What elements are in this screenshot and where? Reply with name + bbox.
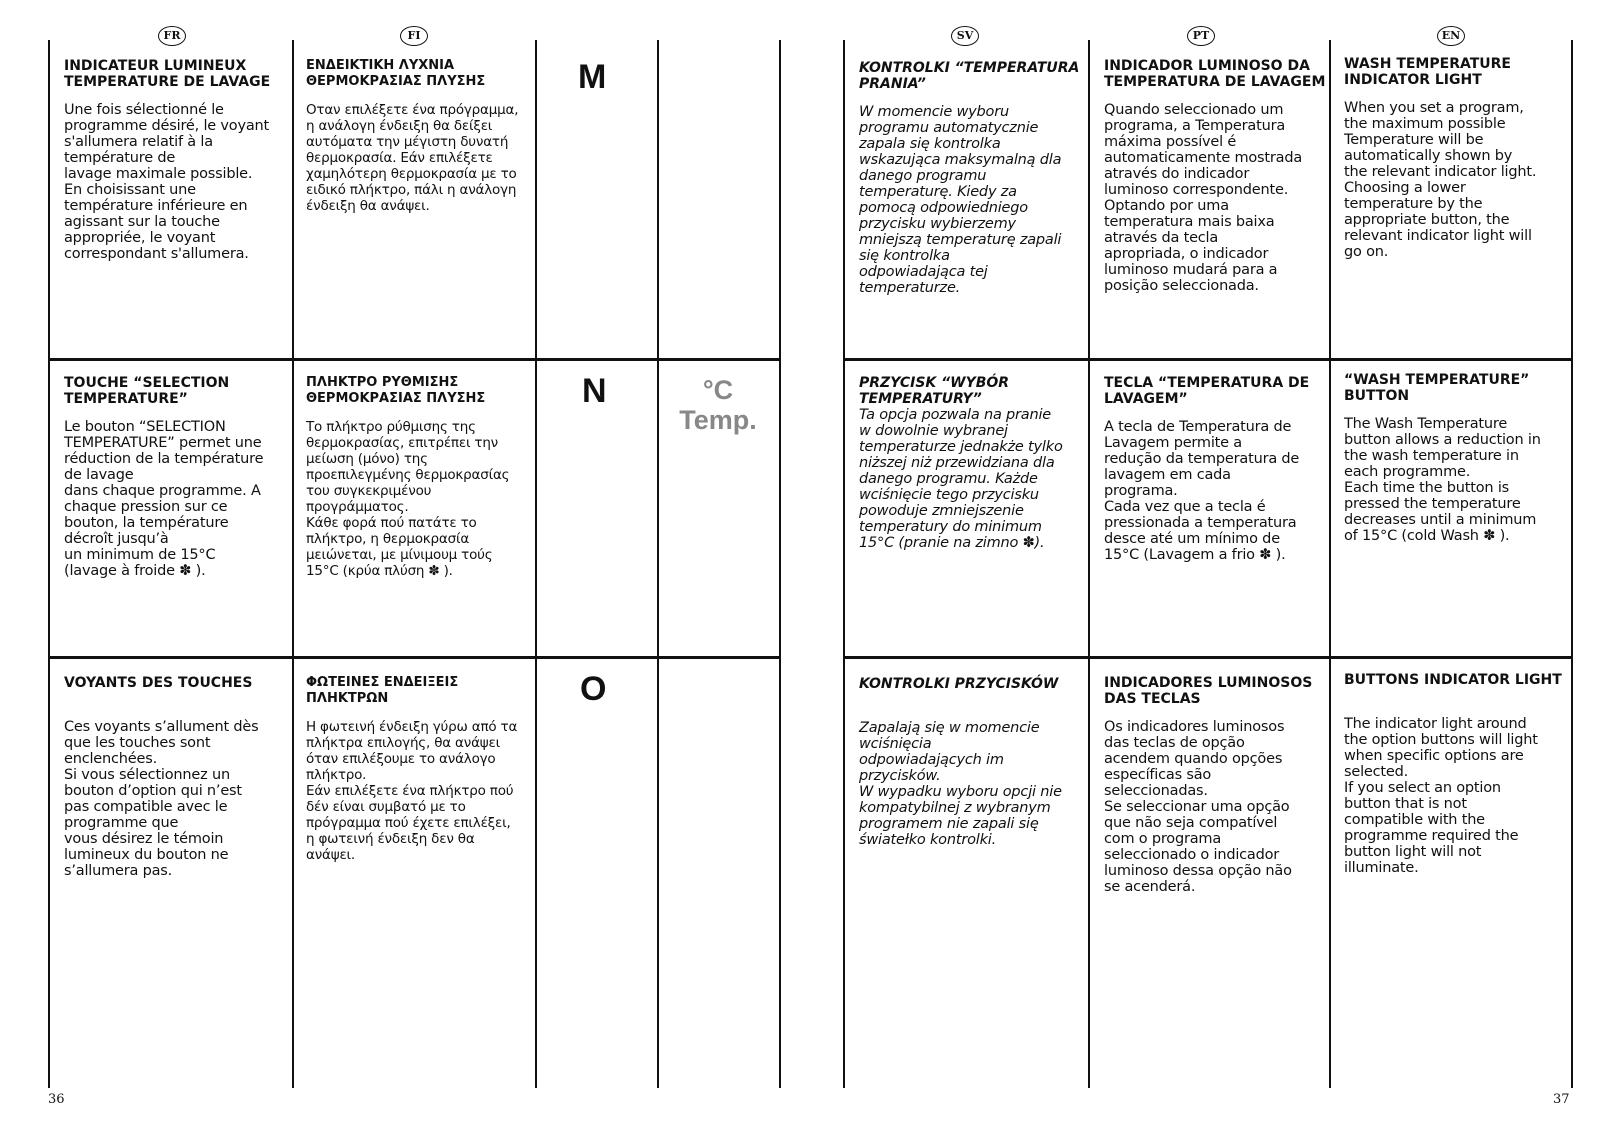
pl-cell-lights [859,676,1084,848]
section-body: Οταν επιλέξετε ένα πρόγραμμα, η ανάλογη ένδειξη θα δείξει αυτόματα την μέγιστη δυνατή θερμοκρασία. Εάν επιλέξετε χαμηλότερη θερμοκρασία με το ειδικό πλήκτρο, πάλι η ανάλογη ένδειξη θα ανάψει. [306,102,519,214]
column-divider [48,40,50,1088]
section-body: The indicator light around the option buttons will light when specific options are selected. If you select an option button that is not compatible with the programme required the button light will not illuminate. [1344,716,1538,876]
pl-cell-button [859,375,1084,551]
section-body: A tecla de Temperatura de Lavagem permite a redução da temperatura de lavagem em cada programa. Cada vez que a tecla é pressionada a temperatura desce até um mínimo de 15°C (Lavagem a frio ✽ ). [1104,419,1300,563]
section-heading: BUTTONS INDICATOR LIGHT [1344,672,1562,688]
section-body: Os indicadores luminosos das teclas de opção acendem quando opções específicas são seleccionadas. Se seleccionar uma opção que não seja compatível com o programa seleccionado o indicador luminoso dessa opção não se acenderá. [1104,719,1292,895]
language-badge-fr: FR [158,26,186,46]
column-divider [779,40,781,1088]
section-heading: KONTROLKI “TEMPERATURA PRANIA” [859,60,1080,92]
section-heading: ΕΝΔΕΙΚΤΙΚΗ ΛΥΧΝΙΑ ΘΕΡΜΟΚΡΑΣΙΑΣ ΠΛΥΣΗΣ [306,58,486,89]
fr-cell-indicator [64,58,284,262]
column-divider [843,40,845,1088]
section-heading: INDICATEUR LUMINEUX TEMPERATURE DE LAVAGE [64,58,271,90]
column-divider [1088,40,1090,1088]
section-body: When you set a program, the maximum possible Temperature will be automatically shown by the relevant indicator light. Choosing a lower temperature by the appropriate button, the relevant indicator light will go on. [1344,100,1537,260]
language-badge-en: EN [1437,26,1465,46]
section-heading: KONTROLKI PRZYCISKÓW [859,676,1059,692]
temperature-word-label: Temp. [679,405,757,435]
fr-cell-lights [64,675,284,879]
column-divider [657,40,659,1088]
pt-cell-lights [1104,675,1329,895]
section-heading: ΦΩΤΕΙΝΕΣ ΕΝΔΕΙΞΕΙΣ ΠΛΗΚΤΡΩΝ [306,675,459,706]
column-divider [535,40,537,1088]
section-body: W momencie wyboru programu automatycznie zapala się kontrolka wskazująca maksymalną dla danego programu temperaturę. Kiedy za pomocą odpowiedniego przycisku wybierzemy mniejszą temperaturę zapali się kontrolka odpowiadająca tej temperaturze. [859,104,1062,296]
section-letter-m: M [578,58,607,96]
row-divider [48,358,781,361]
section-letter-o: O [580,670,607,708]
page-number-left: 36 [48,1092,65,1107]
section-heading: INDICADORES LUMINOSOS DAS TECLAS [1104,675,1313,707]
language-badge-sv: SV [951,26,979,46]
section-body: Ces voyants s’allument dès que les touches sont enclenchées. Si vous sélectionnez un bouton d’option qui n’est pas compatible avec le programme que vous désirez le témoin lumineux du bouton ne s’allumera pas. [64,719,259,879]
en-cell-indicator [1344,56,1569,260]
column-divider [292,40,294,1088]
section-body: Ta opcja pozwala na pranie w dowolnie wybranej temperaturze jednakże tylko niższej niż przewidziana dla danego programu. Każde wciśnięcie tego przycisku powoduje zmniejszenie temperatury do minimum 15°C (pranie na zimno ✽). [859,407,1063,551]
language-badge-fi: FI [400,26,428,46]
section-letter-n: N [582,372,607,410]
en-cell-lights [1344,672,1569,876]
section-heading: VOYANTS DES TOUCHES [64,675,253,691]
section-heading: INDICADOR LUMINOSO DA TEMPERATURA DE LAVAGEM [1104,58,1326,90]
el-cell-lights [306,675,531,863]
section-body: The Wash Temperature button allows a reduction in the wash temperature in each programme. Each time the button is pressed the temperature decreases until a minimum of 15°C (cold Wash ✽ ). [1344,416,1541,544]
pt-cell-indicator [1104,58,1329,294]
row-divider [843,358,1573,361]
column-divider [1329,40,1331,1088]
language-badge-pt: PT [1187,26,1215,46]
en-cell-button [1344,372,1569,544]
section-heading: “WASH TEMPERATURE” BUTTON [1344,372,1530,404]
section-body: Une fois sélectionné le programme désiré, le voyant s'allumera relatif à la température de lavage maximale possible. En choisissant une température inférieure en agissant sur la touche appropriée, le voyant correspondant s'allumera. [64,102,269,262]
section-body: Το πλήκτρο ρύθμισης της θερμοκρασίας, επιτρέπει την μείωση (μόνο) της προεπιλεγμένης θερμοκρασίας του συγκεκριμένου προγράμματος. Κάθε φορά πού πατάτε το πλήκτρο, η θερμοκρασία μειώνεται, με μίνιμουμ τούς 15°C (κρύα πλύση ✽ ). [306,419,510,579]
el-cell-button [306,375,531,579]
column-divider [1571,40,1573,1088]
section-heading: PRZYCISK “WYBÓR TEMPERATURY” [859,375,1010,407]
section-heading: TOUCHE “SELECTION TEMPERATURE” [64,375,230,407]
section-body: Zapalają się w momencie wciśnięcia odpowiadających im przycisków. W wypadku wyboru opcji nie kompatybilnej z wybranym programem nie zapali się światełko kontrolki. [859,720,1062,848]
page-number-right: 37 [1553,1092,1570,1107]
row-divider [843,656,1573,659]
section-body: Η φωτεινή ένδειξη γύρω από τα πλήκτρα επιλογής, θα ανάψει όταν επιλέξουμε το ανάλογο πλήκτρο. Εάν επιλέξετε ένα πλήκτρο πού δέν είναι συμβατό με το πρόγραμμα πού έχετε επιλέξει, η φωτεινή ένδειξη δεν θα ανάψει. [306,719,518,863]
section-body: Le bouton “SELECTION TEMPERATURE” permet une réduction de la température de lavage dans chaque programme. A chaque pression sur ce bouton, la température décroît jusqu’à un minimum de 15°C (lavage à froide ✽ ). [64,419,264,579]
temperature-indicator-symbol [668,375,768,435]
section-heading: WASH TEMPERATURE INDICATOR LIGHT [1344,56,1511,88]
pl-cell-indicator [859,60,1084,296]
pt-cell-button [1104,375,1329,563]
section-heading: ΠΛΗΚΤΡΟ ΡΥΘΜΙΣΗΣ ΘΕΡΜΟΚΡΑΣΙΑΣ ΠΛΥΣΗΣ [306,375,486,406]
row-divider [48,656,781,659]
section-body: Quando seleccionado um programa, a Temperatura máxima possível é automaticamente mostrada através do indicador luminoso correspondente. Optando por uma temperatura mais baixa através da tecla apropriada, o indicador luminoso mudará para a posição seleccionada. [1104,102,1303,294]
section-heading: TECLA “TEMPERATURA DE LAVAGEM” [1104,375,1310,407]
fr-cell-button [64,375,289,579]
temperature-degree-label: °C [702,375,734,405]
el-cell-indicator [306,58,531,214]
